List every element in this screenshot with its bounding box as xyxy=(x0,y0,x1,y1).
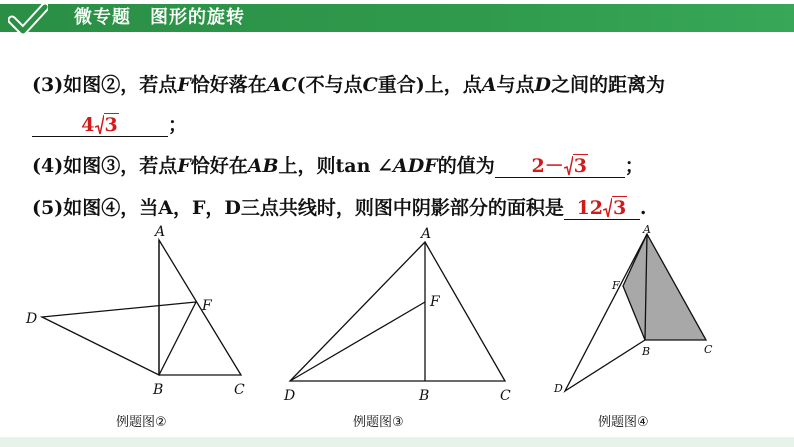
page-title: 微专题 图形的旋转 xyxy=(74,7,245,28)
q3-answer-coef: 4 xyxy=(81,114,95,136)
q4-angle: ADF xyxy=(392,155,438,177)
fig2-triangle-dfb xyxy=(42,302,196,375)
q4-text: 上，则tan ∠ xyxy=(278,155,393,177)
check-icon xyxy=(8,2,48,36)
q4-answer-radicand: 3 xyxy=(573,155,587,177)
q4-prefix: (4)如图③，若点 xyxy=(32,155,178,177)
q3-answer-blank xyxy=(32,114,168,137)
fig3-caption: 例题图③ xyxy=(353,415,404,430)
fig4-shaded-region xyxy=(623,234,706,340)
fig2-label-f: F xyxy=(202,298,212,314)
q4-text: 恰好在 xyxy=(190,155,248,177)
question-4 xyxy=(32,151,644,178)
fig4-label-f: F xyxy=(612,279,620,292)
q4-answer-blank xyxy=(495,155,625,178)
q4-text: 的值为 xyxy=(437,155,495,177)
q4-answer-pre: 2－ xyxy=(531,155,564,177)
fig3-label-f: F xyxy=(430,294,440,310)
question-3-line2 xyxy=(32,110,187,137)
fig4-label-b: B xyxy=(642,345,651,358)
q5-answer-blank xyxy=(564,197,640,220)
fig4-label-c: C xyxy=(704,343,713,356)
fig3-triangle-adc xyxy=(290,242,505,381)
fig2-label-c: C xyxy=(234,382,245,398)
q3-prefix: (3)如图②，若点 xyxy=(32,74,178,96)
q3-segment: AC xyxy=(266,74,297,96)
q3-point-f: F xyxy=(177,74,191,96)
question-5 xyxy=(32,193,647,220)
q3-text: 恰好落在 xyxy=(190,74,267,96)
fig4-caption: 例题图④ xyxy=(598,415,649,430)
q5-answer-coef: 12 xyxy=(576,197,604,219)
sqrt-icon xyxy=(95,114,119,136)
question-3-line1 xyxy=(32,70,665,97)
fig4-label-a: A xyxy=(643,223,651,236)
fig4-label-d: D xyxy=(554,382,563,395)
fig2-label-b: B xyxy=(153,382,164,398)
q3-text: 重合)上，点 xyxy=(377,74,482,96)
q3-text: 之间的距离为 xyxy=(550,74,665,96)
fig2-caption: 例题图② xyxy=(116,415,167,430)
fig2-triangle-abc xyxy=(159,240,241,375)
figure-3 xyxy=(290,242,505,381)
q3-suffix: ； xyxy=(168,114,188,136)
sqrt-icon xyxy=(564,155,588,177)
fig3-label-d: D xyxy=(284,388,296,404)
q3-text: 与点 xyxy=(496,74,535,96)
fig3-label-a: A xyxy=(421,226,432,242)
q5-suffix: . xyxy=(639,197,647,219)
fig3-segment-df xyxy=(290,302,425,381)
q4-point-f: F xyxy=(177,155,191,177)
q4-segment: AB xyxy=(247,155,279,177)
header-bar xyxy=(0,0,794,36)
fig2-label-a: A xyxy=(155,224,166,240)
q5-answer-radicand: 3 xyxy=(613,197,627,219)
figures-area xyxy=(0,220,794,437)
q4-suffix: ； xyxy=(624,155,644,177)
q5-text: (5)如图④，当A，F，D三点共线时，则图中阴影部分的面积是 xyxy=(32,197,564,219)
q3-point-d: D xyxy=(534,74,551,96)
sqrt-icon xyxy=(603,197,627,219)
q3-text: (不与点 xyxy=(296,74,363,96)
q3-point-c: C xyxy=(362,74,378,96)
fig2-label-d: D xyxy=(26,311,38,327)
q3-point-a: A xyxy=(481,74,497,96)
fig3-label-b: B xyxy=(419,388,430,404)
q3-answer-radicand: 3 xyxy=(104,114,118,136)
figure-4 xyxy=(565,234,706,391)
bottom-bar xyxy=(0,437,794,447)
fig3-label-c: C xyxy=(500,388,511,404)
